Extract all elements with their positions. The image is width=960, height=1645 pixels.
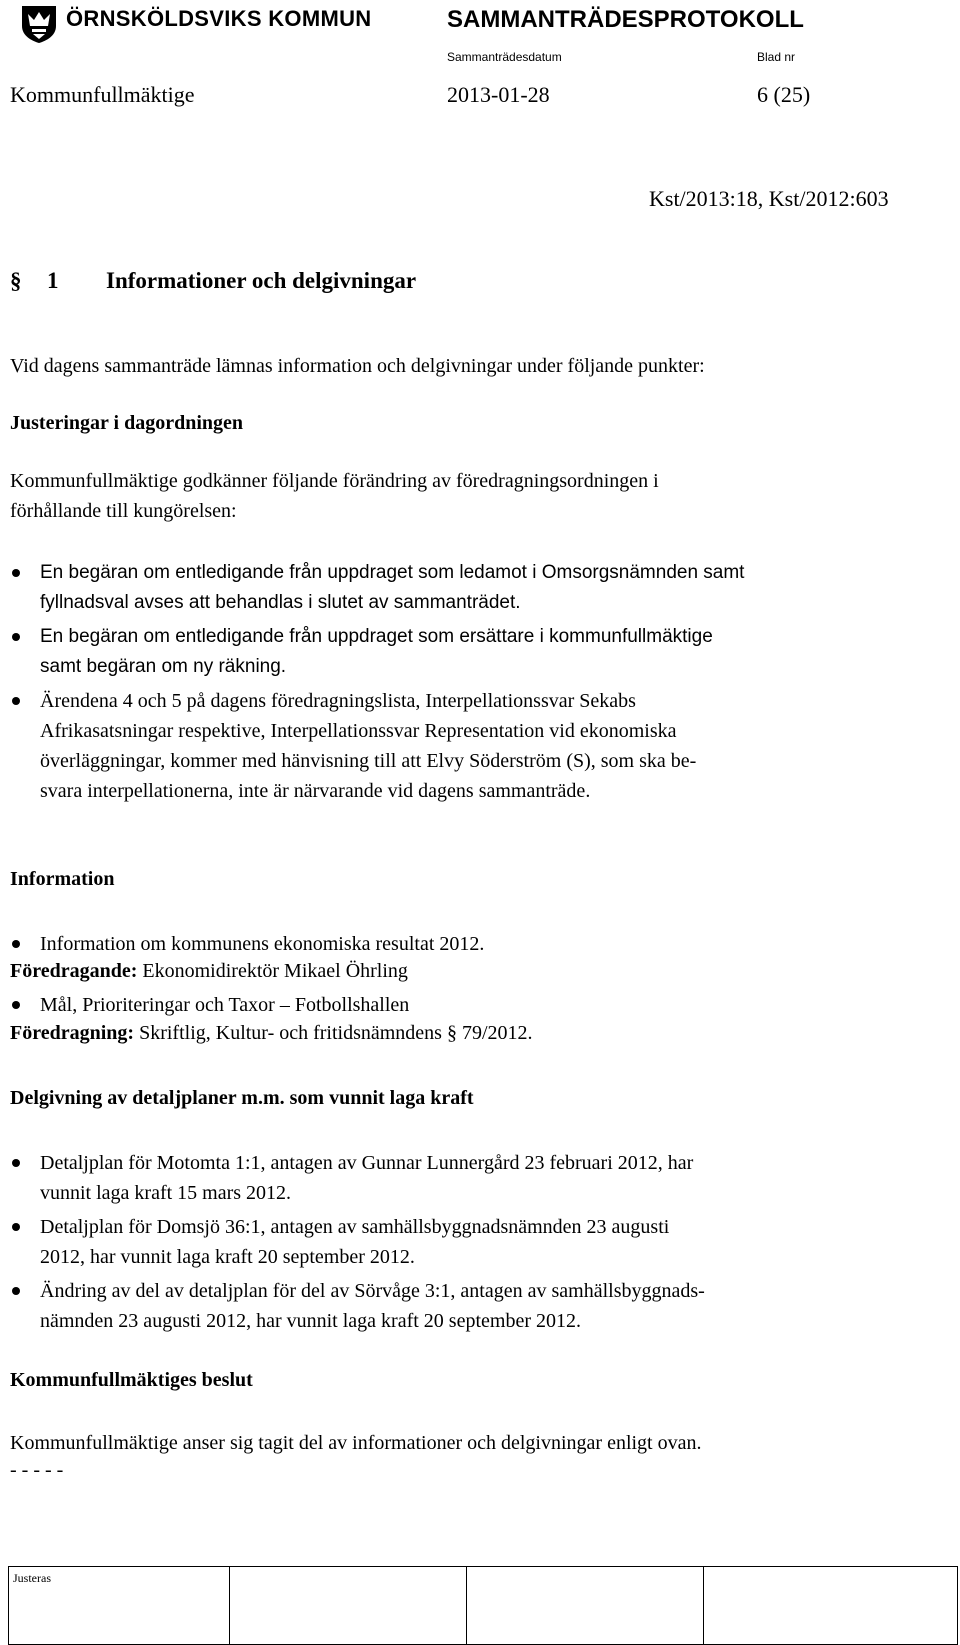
case-reference: Kst/2013:18, Kst/2012:603 xyxy=(649,186,889,211)
page-label: Blad nr xyxy=(757,50,796,64)
bullet-icon xyxy=(12,1001,20,1009)
delgivning-heading: Delgivning av detaljplaner m.m. som vunnit laga kraft xyxy=(10,1087,474,1109)
bullet-icon xyxy=(12,569,20,577)
signature-cell xyxy=(230,1567,467,1645)
bullet-icon xyxy=(12,1223,20,1231)
bullet-icon xyxy=(12,1287,20,1295)
justeras-label: Justeras xyxy=(13,1571,51,1585)
list-item: Information om kommunens ekonomiska resultat 2012. xyxy=(10,929,950,959)
list-item: Ändring av del av detaljplan för del av Sörvåge 3:1, antagen av samhällsbyggnads- nämnden 23 augusti 2012, har vunnit laga kraft 20 september 2012. xyxy=(10,1276,950,1336)
date-label: Sammanträdesdatum xyxy=(447,50,562,64)
document-type: SAMMANTRÄDESPROTOKOLL xyxy=(447,6,804,33)
signature-table xyxy=(8,1566,958,1645)
intro-text: Vid dagens sammanträde lämnas information och delgivningar under följande punkter: xyxy=(10,355,705,377)
list-item: En begäran om entledigande från uppdraget som ledamot i Omsorgsnämnden samt fyllnadsval avses att behandlas i slutet av sammanträdet. xyxy=(10,558,950,618)
justeringar-heading: Justeringar i dagordningen xyxy=(10,412,243,434)
coat-of-arms-icon xyxy=(20,4,58,44)
presentation-value: Skriftlig, Kultur- och fritidsnämndens xyxy=(139,1022,442,1044)
delgivning-list xyxy=(10,1148,950,1340)
body-name: Kommunfullmäktige xyxy=(10,82,195,107)
section-heading xyxy=(10,268,416,294)
beslut-text: Kommunfullmäktige anser sig tagit del av informationer och delgivningar enligt ovan. xyxy=(10,1432,702,1454)
signature-cell xyxy=(9,1567,230,1645)
list-item: Detaljplan för Domsjö 36:1, antagen av samhällsbyggnadsnämnden 23 augusti 2012, har vunnit laga kraft 20 september 2012. xyxy=(10,1212,950,1272)
page-number: 6 (25) xyxy=(757,82,811,107)
beslut-heading: Kommunfullmäktiges beslut xyxy=(10,1369,253,1391)
presenter-value: Ekonomidirektör Mikael Öhrling xyxy=(142,960,408,982)
justeringar-text: Kommunfullmäktige godkänner följande förändring av föredragningsordningen i förhållande till kungörelsen: xyxy=(10,470,659,522)
section-number: 1 xyxy=(47,268,59,293)
org-name: ÖRNSKÖLDSVIKS KOMMUN xyxy=(66,6,372,31)
signature-cell xyxy=(704,1567,958,1645)
list-item: Ärendena 4 och 5 på dagens föredragningslista, Interpellationssvar Sekabs Afrikasatsningar respektive, Interpellationssvar Representation vid ekonomiska överläggningar, kommer med hänvisning till att Elvy Söderström (S), som ska be- svara interpellationerna, inte är närvarande vid dagens sammanträde. xyxy=(10,686,950,806)
presentation-label: Föredragning: xyxy=(10,1022,135,1044)
bullet-icon xyxy=(12,940,20,948)
presentation-line xyxy=(10,1018,533,1048)
list-item: Detaljplan för Motomta 1:1, antagen av Gunnar Lunnergård 23 februari 2012, har vunnit laga kraft 15 mars 2012. xyxy=(10,1148,950,1208)
end-marker: - - - - - xyxy=(10,1459,64,1481)
list-item: En begäran om entledigande från uppdraget som ersättare i kommunfullmäktige samt begäran om ny räkning. xyxy=(10,622,950,682)
list-item: Mål, Prioriteringar och Taxor – Fotbollshallen xyxy=(10,990,950,1020)
presentation-reference: 79/2012. xyxy=(461,1022,533,1044)
meeting-date: 2013-01-28 xyxy=(447,82,550,107)
paragraph-symbol: § xyxy=(446,1022,457,1044)
justeringar-list xyxy=(10,558,950,810)
bullet-icon xyxy=(12,697,20,705)
presenter-line xyxy=(10,956,408,986)
bullet-icon xyxy=(12,633,20,641)
paragraph-symbol: § xyxy=(10,268,22,293)
bullet-icon xyxy=(12,1159,20,1167)
signature-cell xyxy=(467,1567,704,1645)
presenter-label: Föredragande: xyxy=(10,960,138,982)
section-title: Informationer och delgivningar xyxy=(106,268,417,293)
municipality-logo xyxy=(20,4,58,44)
information-heading: Information xyxy=(10,868,115,890)
